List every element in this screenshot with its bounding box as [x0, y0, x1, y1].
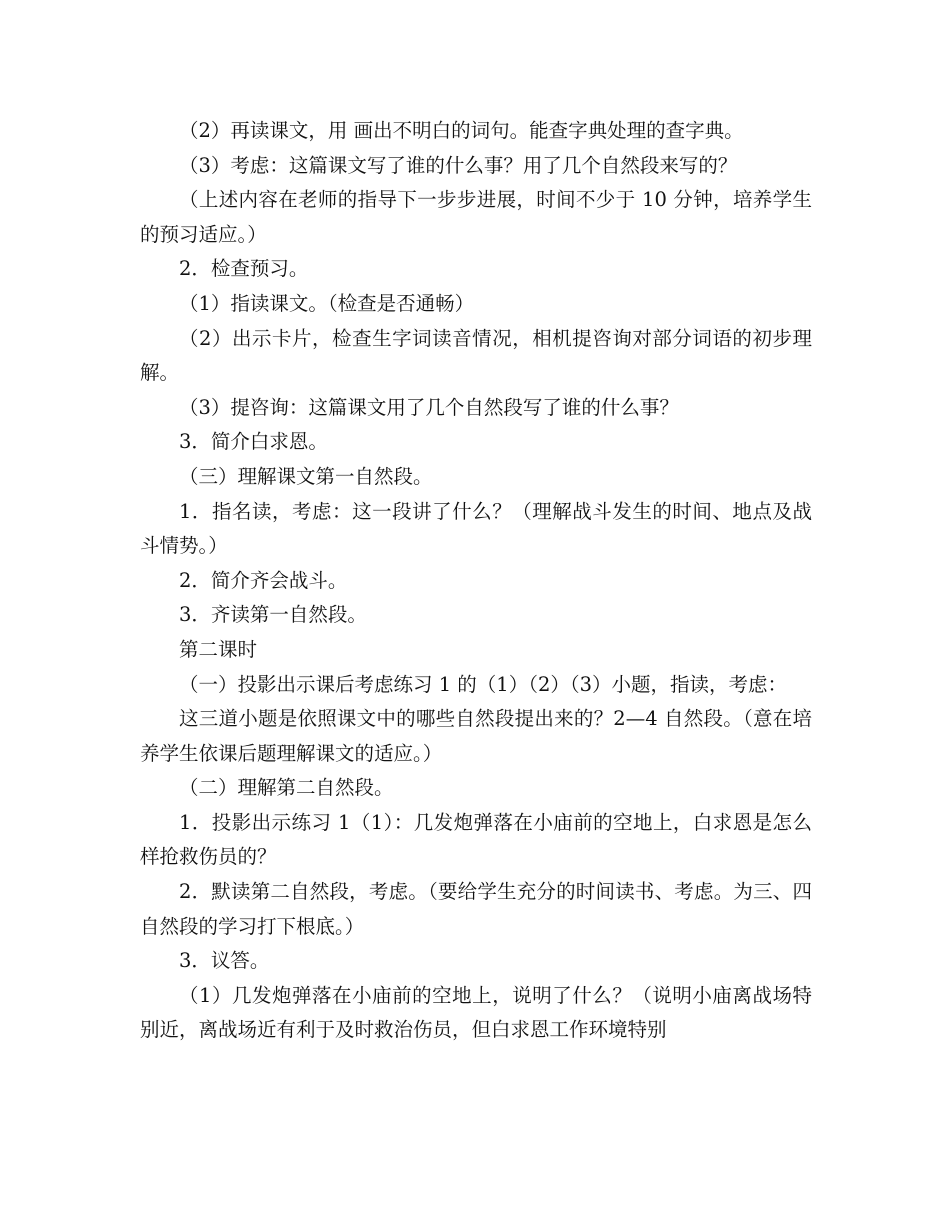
- paragraph: 3．议答。: [179, 949, 270, 973]
- paragraph: （上述内容在老师的指导下一步步进展，时间不少于 10 分钟，培养学生的预习适应。）: [140, 188, 812, 246]
- paragraph: 1．指名读，考虑：这一段讲了什么？（理解战斗发生的时间、地点及战斗情势。）: [140, 499, 812, 558]
- paragraph: （1）几发炮弹落在小庙前的空地上，说明了什么？（说明小庙离战场特别近，离战场近有利于及时救治伤员，但白求恩工作环境特别: [140, 983, 812, 1042]
- document-body: [140, 114, 812, 1048]
- paragraph: 2．简介齐会战斗。: [179, 568, 348, 592]
- paragraph: （2）再读课文，用 画出不明白的词句。能查字典处理的查字典。: [179, 119, 744, 142]
- paragraph: 3．简介白求恩。: [179, 430, 328, 454]
- paragraph: 3．齐读第一自然段。: [179, 603, 367, 627]
- paragraph: 2．检查预习。: [179, 257, 309, 281]
- paragraph: （一）投影出示课后考虑练习 1 的（1）（2）（3）小题，指读，考虑：: [179, 672, 788, 696]
- paragraph: 1．投影出示练习 1（1）：几发炮弹落在小庙前的空地上，白求恩是怎么样抢救伤员的？: [140, 810, 812, 869]
- paragraph: 2．默读第二自然段，考虑。（要给学生充分的时间读书、考虑。为三、四自然段的学习打下根底。）: [140, 880, 812, 938]
- section-heading: 第二课时: [179, 637, 258, 661]
- paragraph: （1）指读课文。（检查是否通畅）: [179, 291, 475, 315]
- paragraph: （3）考虑：这篇课文写了谁的什么事？用了几个自然段来写的？: [179, 153, 738, 177]
- paragraph: （二）理解第二自然段。: [179, 776, 394, 800]
- paragraph: （三）理解课文第一自然段。: [179, 464, 433, 488]
- paragraph: （3）提咨询：这篇课文用了几个自然段写了谁的什么事？: [179, 395, 679, 419]
- paragraph: （2）出示卡片，检查生字词读音情况，相机提咨询对部分词语的初步理解。: [140, 326, 812, 385]
- paragraph: 这三道小题是依照课文中的哪些自然段提出来的？2—4 自然段。（意在培养学生依课后题理解课文的适应。）: [140, 707, 812, 765]
